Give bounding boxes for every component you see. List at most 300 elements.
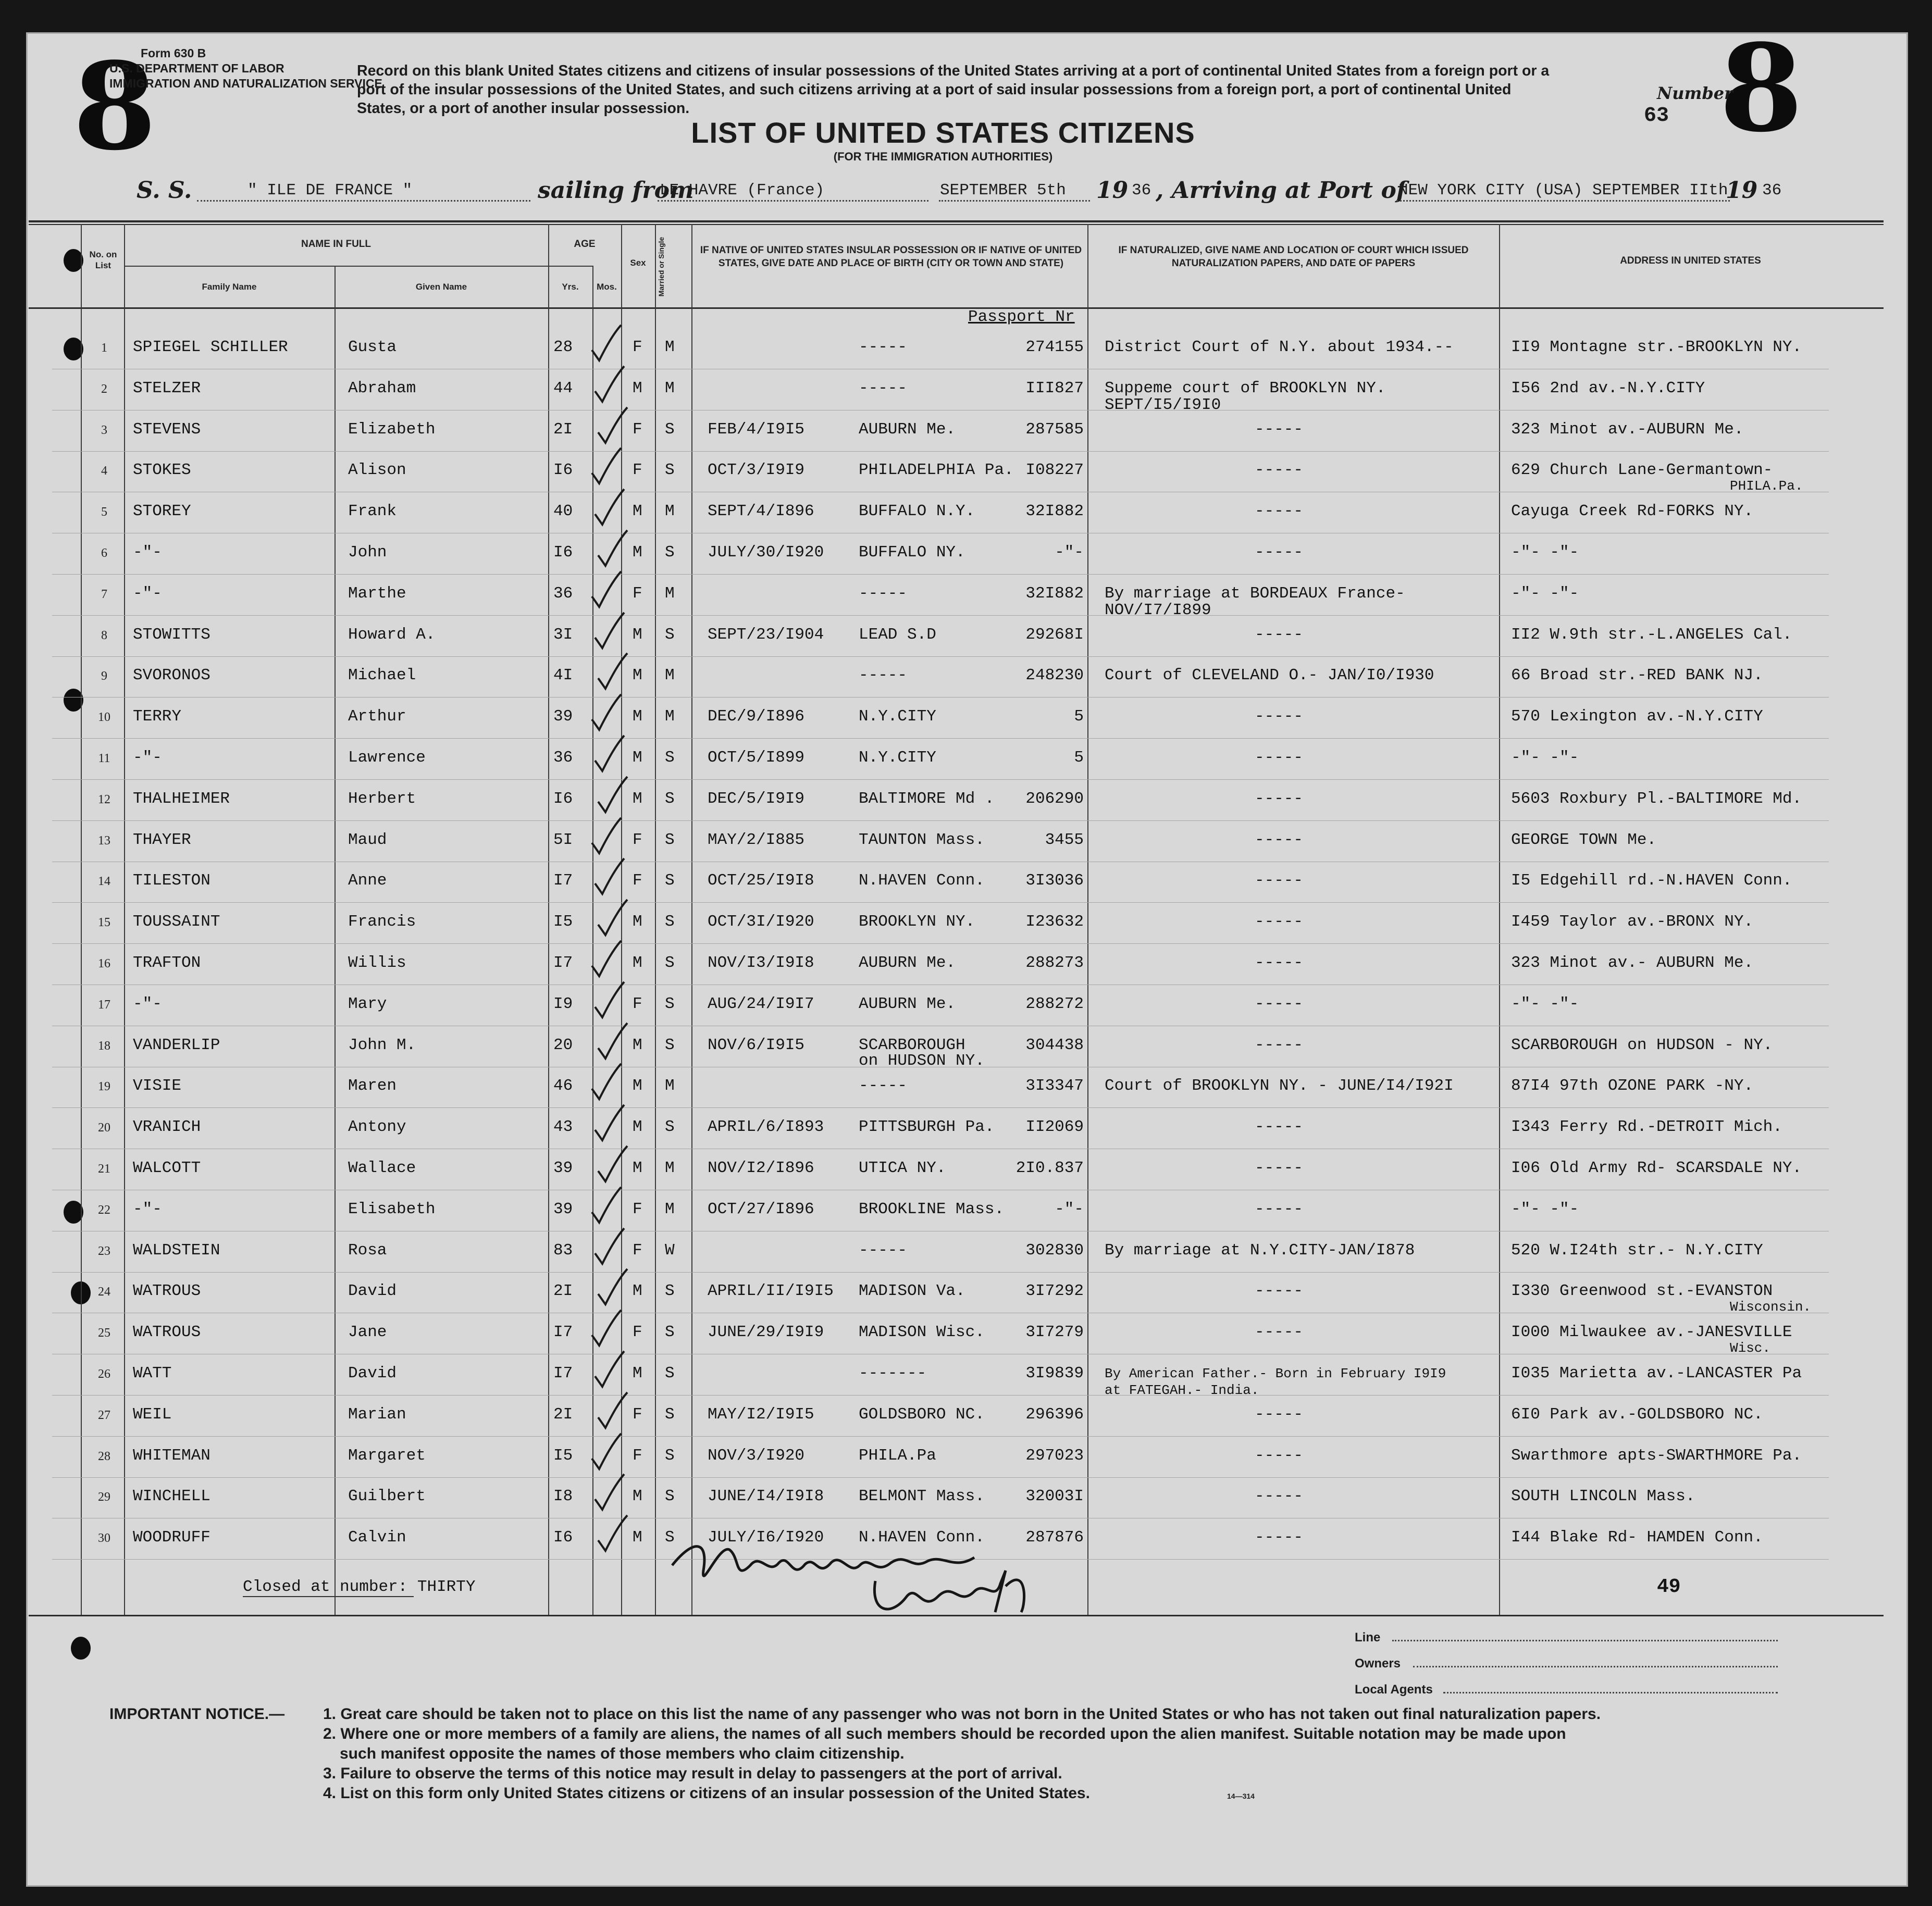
row-rule xyxy=(52,574,1829,575)
birth-date: OCT/3I/I920 xyxy=(708,913,814,931)
age-years: I7 xyxy=(553,1364,573,1382)
sex: M xyxy=(633,707,642,726)
age-years: 4I xyxy=(553,666,573,684)
passport-number: 274155 xyxy=(1025,338,1084,356)
birth-place: ----- xyxy=(859,379,908,397)
birth-date: OCT/5/I899 xyxy=(708,749,805,767)
naturalization-line2: at FATEGAH.- India. xyxy=(1105,1382,1259,1398)
age-years: I9 xyxy=(553,995,573,1013)
official-signature xyxy=(662,1534,1110,1623)
age-years: 43 xyxy=(553,1118,573,1136)
birth-date: MAY/I2/I9I5 xyxy=(708,1405,814,1424)
row-number: 19 xyxy=(98,1080,110,1093)
passport-number: 3I3036 xyxy=(1025,871,1084,890)
row-rule xyxy=(52,943,1829,944)
address: 323 Minot av.-AUBURN Me. xyxy=(1511,420,1744,439)
naturalization: District Court of N.Y. about 1934.-- xyxy=(1105,338,1454,356)
col-divider xyxy=(655,224,656,1615)
birth-place: UTICA NY. xyxy=(859,1159,946,1177)
row-number: 23 xyxy=(98,1244,110,1258)
age-years: 46 xyxy=(553,1077,573,1095)
check-mark-icon xyxy=(588,569,624,611)
birth-date: JUNE/29/I9I9 xyxy=(708,1323,824,1341)
check-mark-icon xyxy=(594,405,630,447)
marital-status: M xyxy=(665,1077,675,1095)
check-mark-icon xyxy=(588,939,624,980)
sex: M xyxy=(633,1118,642,1136)
birth-place: SCARBOROUGH xyxy=(859,1036,965,1054)
row-rule xyxy=(52,1395,1829,1396)
number-value: 63 xyxy=(1644,104,1669,128)
birth-place: BROOKLYN NY. xyxy=(859,913,975,931)
passport-number: II2069 xyxy=(1025,1118,1084,1136)
marital-status: M xyxy=(665,1159,675,1177)
age-years: I7 xyxy=(553,954,573,972)
birth-place: MADISON Va. xyxy=(859,1282,965,1300)
closed-at-underline xyxy=(243,1596,414,1597)
address: I56 2nd av.-N.Y.CITY xyxy=(1511,379,1705,397)
age-years: 3I xyxy=(553,626,573,644)
row-number: 10 xyxy=(98,711,110,724)
family-name: TILESTON xyxy=(133,871,210,890)
sex: M xyxy=(633,1159,642,1177)
family-name: TOUSSAINT xyxy=(133,913,220,931)
passport-number: 304438 xyxy=(1025,1036,1084,1054)
family-name: STELZER xyxy=(133,379,201,397)
family-name: WALDSTEIN xyxy=(133,1241,220,1260)
address: 570 Lexington av.-N.Y.CITY xyxy=(1511,707,1763,726)
birth-place: MADISON Wisc. xyxy=(859,1323,985,1341)
age-years: 40 xyxy=(553,502,573,520)
row-number: 12 xyxy=(98,793,110,806)
notice-item-4: 4. List on this form only United States citizens or citizens of an insular possession of the United States. xyxy=(323,1785,1090,1802)
row-number: 30 xyxy=(98,1531,110,1545)
marital-status: S xyxy=(665,790,675,808)
birth-place: BUFFALO NY. xyxy=(859,543,965,562)
row-rule xyxy=(52,1436,1829,1437)
check-mark-icon xyxy=(591,1349,627,1391)
address: I06 Old Army Rd- SCARSDALE NY. xyxy=(1511,1159,1802,1177)
passport-number: 3I7292 xyxy=(1025,1282,1084,1300)
birth-date: JUNE/I4/I9I8 xyxy=(708,1487,824,1505)
family-name: STOWITTS xyxy=(133,626,210,644)
row-number: 7 xyxy=(101,588,107,601)
footer-line-field[interactable] xyxy=(1392,1640,1778,1641)
col-divider xyxy=(691,224,692,1615)
header-age: AGE xyxy=(574,239,596,250)
birth-date: NOV/6/I9I5 xyxy=(708,1036,805,1054)
naturalization: ----- xyxy=(1255,420,1304,439)
family-name: WATROUS xyxy=(133,1323,201,1341)
year-suffix: 36 xyxy=(1132,181,1151,200)
ship-dotline xyxy=(197,200,530,202)
department-name: U.S. DEPARTMENT OF LABOR xyxy=(109,61,284,75)
row-number: 15 xyxy=(98,916,110,929)
row-number: 28 xyxy=(98,1450,110,1463)
check-mark-icon xyxy=(591,980,627,1021)
birth-place: BALTIMORE Md . xyxy=(859,790,995,808)
notice-item-2: 2. Where one or more members of a family are aliens, the names of all such members should be recorded upon the alien manifest. Suitable notation may be made upon xyxy=(323,1725,1566,1742)
passport-number: 5 xyxy=(1074,749,1084,767)
passport-number: 5 xyxy=(1074,707,1084,726)
marital-status: M xyxy=(665,666,675,684)
check-mark-icon xyxy=(588,446,624,488)
row-rule xyxy=(52,779,1829,780)
row-number: 18 xyxy=(98,1039,110,1053)
marital-status: S xyxy=(665,1282,675,1300)
birth-place: BUFFALO N.Y. xyxy=(859,502,975,520)
given-name: Frank xyxy=(348,502,397,520)
given-name: Francis xyxy=(348,913,416,931)
sex: M xyxy=(633,1077,642,1095)
check-mark-icon xyxy=(594,651,630,693)
form-identifier xyxy=(109,46,382,91)
marital-status: S xyxy=(665,831,675,849)
row-number: 26 xyxy=(98,1367,110,1381)
marital-status: S xyxy=(665,995,675,1013)
naturalization: Court of CLEVELAND O.- JAN/I0/I930 xyxy=(1105,666,1434,684)
family-name: STOREY xyxy=(133,502,191,520)
check-mark-icon xyxy=(594,1513,630,1555)
sex: M xyxy=(633,790,642,808)
col-divider xyxy=(124,224,125,1615)
check-mark-icon xyxy=(591,487,627,529)
address: 629 Church Lane-Germantown- xyxy=(1511,461,1773,479)
age-years: 28 xyxy=(553,338,573,356)
birth-date: OCT/27/I896 xyxy=(708,1200,814,1218)
passport-number: 288273 xyxy=(1025,954,1084,972)
address: I343 Ferry Rd.-DETROIT Mich. xyxy=(1511,1118,1782,1136)
row-number: 20 xyxy=(98,1121,110,1135)
row-number: 27 xyxy=(98,1409,110,1422)
naturalization: By American Father.- Born in February I9I9 xyxy=(1105,1366,1446,1381)
given-name: Michael xyxy=(348,666,416,684)
check-mark-icon xyxy=(591,856,627,898)
stamp-number-right: 8 xyxy=(1719,18,1803,159)
marital-status: S xyxy=(665,1487,675,1505)
header-bottom-rule xyxy=(29,307,1884,309)
age-years: 36 xyxy=(553,749,573,767)
birth-date: FEB/4/I9I5 xyxy=(708,420,805,439)
sex: F xyxy=(633,461,642,479)
given-name: Anne xyxy=(348,871,387,890)
address: GEORGE TOWN Me. xyxy=(1511,831,1657,849)
header-naturalized: IF NATURALIZED, GIVE NAME AND LOCATION OF COURT WHICH ISSUED NATURALIZATION PAPERS, AND DATE OF PAPERS xyxy=(1118,245,1469,269)
address: II2 W.9th str.-L.ANGELES Cal. xyxy=(1511,626,1792,644)
ss-label: S. S. xyxy=(137,177,192,204)
marital-status: M xyxy=(665,1200,675,1218)
age-years: 2I xyxy=(553,1405,573,1424)
birth-date: APRIL/II/I9I5 xyxy=(708,1282,834,1300)
family-name: SPIEGEL SCHILLER xyxy=(133,338,288,356)
arriving-label: , Arriving at Port of xyxy=(1156,177,1406,204)
age-years: 39 xyxy=(553,1200,573,1218)
naturalization: ----- xyxy=(1255,954,1304,972)
family-name: -"- xyxy=(133,995,162,1013)
name-header-divider xyxy=(124,266,549,267)
marital-status: M xyxy=(665,707,675,726)
sex: M xyxy=(633,502,642,520)
birth-place: AUBURN Me. xyxy=(859,420,956,439)
naturalization: ----- xyxy=(1255,1447,1304,1465)
given-name: Margaret xyxy=(348,1447,426,1465)
given-name: David xyxy=(348,1282,397,1300)
check-mark-icon xyxy=(588,1062,624,1103)
address: SCARBOROUGH on HUDSON - NY. xyxy=(1511,1036,1773,1054)
address: I330 Greenwood st.-EVANSTON xyxy=(1511,1282,1773,1300)
row-number: 2 xyxy=(101,382,107,396)
sailing-date: SEPTEMBER 5th xyxy=(940,181,1066,200)
header-mos: Mos. xyxy=(597,282,617,292)
sex: F xyxy=(633,1200,642,1218)
age-years: 39 xyxy=(553,707,573,726)
notice-item-1: 1. Great care should be taken not to place on this list the name of any passenger who was not born in the United States or who has not taken out final naturalization papers. xyxy=(323,1705,1601,1723)
sex: M xyxy=(633,666,642,684)
given-name: John xyxy=(348,543,387,562)
address: Cayuga Creek Rd-FORKS NY. xyxy=(1511,502,1754,520)
given-name: Willis xyxy=(348,954,406,972)
marital-status: S xyxy=(665,543,675,562)
sex: M xyxy=(633,1487,642,1505)
row-number: 13 xyxy=(98,834,110,848)
intro-text: Record on this blank United States citizens and citizens of insular possessions of the United States arriving at a port of continental United States from a foreign port or a port of the insular possessions of the United States, and such citizens arriving at a port of said insular possessions from a foreign port, a port of continental United States, or a port of another insular possession. xyxy=(357,63,1550,117)
sex: F xyxy=(633,1405,642,1424)
passport-number: 3I7279 xyxy=(1025,1323,1084,1341)
row-rule xyxy=(52,902,1829,903)
passport-number: 288272 xyxy=(1025,995,1084,1013)
sex: M xyxy=(633,379,642,397)
check-mark-icon xyxy=(588,323,624,365)
naturalization: ----- xyxy=(1255,1118,1304,1136)
family-name: -"- xyxy=(133,584,162,603)
age-years: I5 xyxy=(553,1447,573,1465)
passport-number: I08227 xyxy=(1025,461,1084,479)
given-name: Rosa xyxy=(348,1241,387,1260)
footer-agents-field[interactable] xyxy=(1443,1692,1778,1693)
address-line2: Wisc. xyxy=(1730,1340,1771,1356)
naturalization: Suppeme court of BROOKLYN NY. xyxy=(1105,379,1386,397)
check-mark-icon xyxy=(591,1226,627,1268)
arrival-dotline xyxy=(1396,200,1730,202)
sex: F xyxy=(633,338,642,356)
age-years: I8 xyxy=(553,1487,573,1505)
page-title: LIST OF UNITED STATES CITIZENS xyxy=(691,116,1195,149)
service-name: IMMIGRATION AND NATURALIZATION SERVICE xyxy=(109,77,382,90)
naturalization: ----- xyxy=(1255,707,1304,726)
given-name: Elisabeth xyxy=(348,1200,436,1218)
birth-place: ----- xyxy=(859,1241,908,1260)
given-name: Wallace xyxy=(348,1159,416,1177)
punch-hole xyxy=(71,1637,91,1660)
marital-status: S xyxy=(665,1405,675,1424)
birth-place: BELMONT Mass. xyxy=(859,1487,985,1505)
birth-date: OCT/3/I9I9 xyxy=(708,461,805,479)
col-divider xyxy=(1087,224,1088,1615)
age-years: 36 xyxy=(553,584,573,603)
sex: F xyxy=(633,1241,642,1260)
marital-status: M xyxy=(665,502,675,520)
given-name: Elizabeth xyxy=(348,420,436,439)
given-name: Maud xyxy=(348,831,387,849)
passport-number: III827 xyxy=(1025,379,1084,397)
sex: F xyxy=(633,584,642,603)
row-number: 3 xyxy=(101,423,107,437)
family-name: STOKES xyxy=(133,461,191,479)
naturalization: ----- xyxy=(1255,461,1304,479)
check-mark-icon xyxy=(588,816,624,857)
marital-status: S xyxy=(665,1036,675,1054)
passport-header: Passport Nr xyxy=(968,308,1075,326)
marital-status: M xyxy=(665,379,675,397)
header-name-in-full: NAME IN FULL xyxy=(301,239,371,250)
family-name: STEVENS xyxy=(133,420,201,439)
age-years: 5I xyxy=(553,831,573,849)
header-family-name: Family Name xyxy=(202,282,257,292)
passport-number: -"- xyxy=(1055,1200,1084,1218)
address: Swarthmore apts-SWARTHMORE Pa. xyxy=(1511,1447,1802,1465)
marital-status: M xyxy=(665,584,675,603)
birth-place: TAUNTON Mass. xyxy=(859,831,985,849)
row-number: 22 xyxy=(98,1203,110,1217)
row-rule xyxy=(52,820,1829,821)
naturalization: ----- xyxy=(1255,543,1304,562)
check-mark-icon xyxy=(594,1021,630,1063)
family-name: SVORONOS xyxy=(133,666,210,684)
print-code: 14—314 xyxy=(1227,1792,1255,1800)
passport-number: 32I882 xyxy=(1025,502,1084,520)
sex: F xyxy=(633,995,642,1013)
birth-place: PITTSBURGH Pa. xyxy=(859,1118,995,1136)
notice-label: IMPORTANT NOTICE.— xyxy=(109,1705,285,1723)
address: -"- -"- xyxy=(1511,995,1579,1013)
age-years: I6 xyxy=(553,790,573,808)
marital-status: S xyxy=(665,1447,675,1465)
check-mark-icon xyxy=(594,1390,630,1432)
footer-owners-field[interactable] xyxy=(1413,1666,1778,1667)
notice-item-2-cont: such manifest opposite the names of those members who claim citizenship. xyxy=(340,1745,905,1762)
given-name: Herbert xyxy=(348,790,416,808)
row-rule xyxy=(52,738,1829,739)
address: II9 Montagne str.-BROOKLYN NY. xyxy=(1511,338,1802,356)
passport-number: 32003I xyxy=(1025,1487,1084,1505)
family-name: WATT xyxy=(133,1364,172,1382)
sailing-from: LE HAVRE (France) xyxy=(660,181,825,200)
row-number: 25 xyxy=(98,1326,110,1340)
row-rule xyxy=(52,1107,1829,1108)
sex: M xyxy=(633,749,642,767)
birth-place: ----- xyxy=(859,584,908,603)
address: 5603 Roxbury Pl.-BALTIMORE Md. xyxy=(1511,790,1802,808)
address: I5 Edgehill rd.-N.HAVEN Conn. xyxy=(1511,871,1792,890)
address: -"- -"- xyxy=(1511,749,1579,767)
row-number: 17 xyxy=(98,998,110,1012)
header-no: No. on List xyxy=(89,250,117,270)
naturalization: By marriage at BORDEAUX France- xyxy=(1105,584,1405,603)
birth-place: PHILA.Pa xyxy=(859,1447,936,1465)
address: I459 Taylor av.-BRONX NY. xyxy=(1511,913,1754,931)
address: SOUTH LINCOLN Mass. xyxy=(1511,1487,1695,1505)
birth-place: BROOKLINE Mass. xyxy=(859,1200,1005,1218)
naturalization-line2: NOV/I7/I899 xyxy=(1105,601,1211,619)
header-address: ADDRESS IN UNITED STATES xyxy=(1620,255,1761,266)
row-number: 24 xyxy=(98,1285,110,1299)
sex: M xyxy=(633,1364,642,1382)
col-divider xyxy=(548,224,549,1615)
marital-status: S xyxy=(665,1323,675,1341)
passport-number: 206290 xyxy=(1025,790,1084,808)
given-name: Mary xyxy=(348,995,387,1013)
marital-status: S xyxy=(665,871,675,890)
passport-number: 287585 xyxy=(1025,420,1084,439)
birth-place: AUBURN Me. xyxy=(859,954,956,972)
naturalization: ----- xyxy=(1255,1487,1304,1505)
closed-at: Closed at number: THIRTY xyxy=(243,1578,476,1596)
check-mark-icon xyxy=(591,364,627,406)
marital-status: S xyxy=(665,1118,675,1136)
passport-number: 302830 xyxy=(1025,1241,1084,1260)
sailing-label: sailing from xyxy=(538,177,694,204)
birth-date: JULY/30/I920 xyxy=(708,543,824,562)
naturalization: ----- xyxy=(1255,1200,1304,1218)
birth-date: OCT/25/I9I8 xyxy=(708,871,814,890)
row-number: 16 xyxy=(98,957,110,970)
address: 87I4 97th OZONE PARK -NY. xyxy=(1511,1077,1754,1095)
age-years: I7 xyxy=(553,871,573,890)
birth-place: LEAD S.D xyxy=(859,626,936,644)
arriving-year-prefix: 19 xyxy=(1726,177,1758,204)
naturalization: ----- xyxy=(1255,749,1304,767)
marital-status: S xyxy=(665,626,675,644)
naturalization: Court of BROOKLYN NY. - JUNE/I4/I92I xyxy=(1105,1077,1454,1095)
naturalization: ----- xyxy=(1255,502,1304,520)
notice-item-3: 3. Failure to observe the terms of this notice may result in delay to passengers at the port of arrival. xyxy=(323,1765,1062,1782)
row-rule xyxy=(52,1477,1829,1478)
age-years: I6 xyxy=(553,543,573,562)
address: 520 W.I24th str.- N.Y.CITY xyxy=(1511,1241,1763,1260)
sex: F xyxy=(633,1323,642,1341)
given-name: Arthur xyxy=(348,707,406,726)
age-years: 2I xyxy=(553,420,573,439)
check-mark-icon xyxy=(594,528,630,570)
check-mark-icon xyxy=(594,898,630,939)
naturalization: ----- xyxy=(1255,1323,1304,1341)
page-number: 49 xyxy=(1657,1576,1681,1598)
naturalization: ----- xyxy=(1255,995,1304,1013)
ship-name: " ILE DE FRANCE " xyxy=(247,181,413,200)
family-name: -"- xyxy=(133,543,162,562)
birth-place: N.HAVEN Conn. xyxy=(859,871,985,890)
address: I44 Blake Rd- HAMDEN Conn. xyxy=(1511,1528,1763,1547)
family-name: WALCOTT xyxy=(133,1159,201,1177)
family-name: WATROUS xyxy=(133,1282,201,1300)
check-mark-icon xyxy=(594,1267,630,1309)
given-name: Howard A. xyxy=(348,626,436,644)
col-divider xyxy=(81,224,82,1615)
naturalization: By marriage at N.Y.CITY-JAN/I878 xyxy=(1105,1241,1415,1260)
year-prefix: 19 xyxy=(1096,177,1129,204)
birth-place: AUBURN Me. xyxy=(859,995,956,1013)
sailing-dotline xyxy=(658,200,928,202)
sex: M xyxy=(633,913,642,931)
age-years: 39 xyxy=(553,1159,573,1177)
naturalization: ----- xyxy=(1255,1405,1304,1424)
row-rule xyxy=(52,451,1829,452)
footer-agents-label: Local Agents xyxy=(1355,1683,1433,1697)
check-mark-icon xyxy=(591,611,627,652)
row-rule xyxy=(52,1272,1829,1273)
sex: M xyxy=(633,954,642,972)
passport-number: I23632 xyxy=(1025,913,1084,931)
